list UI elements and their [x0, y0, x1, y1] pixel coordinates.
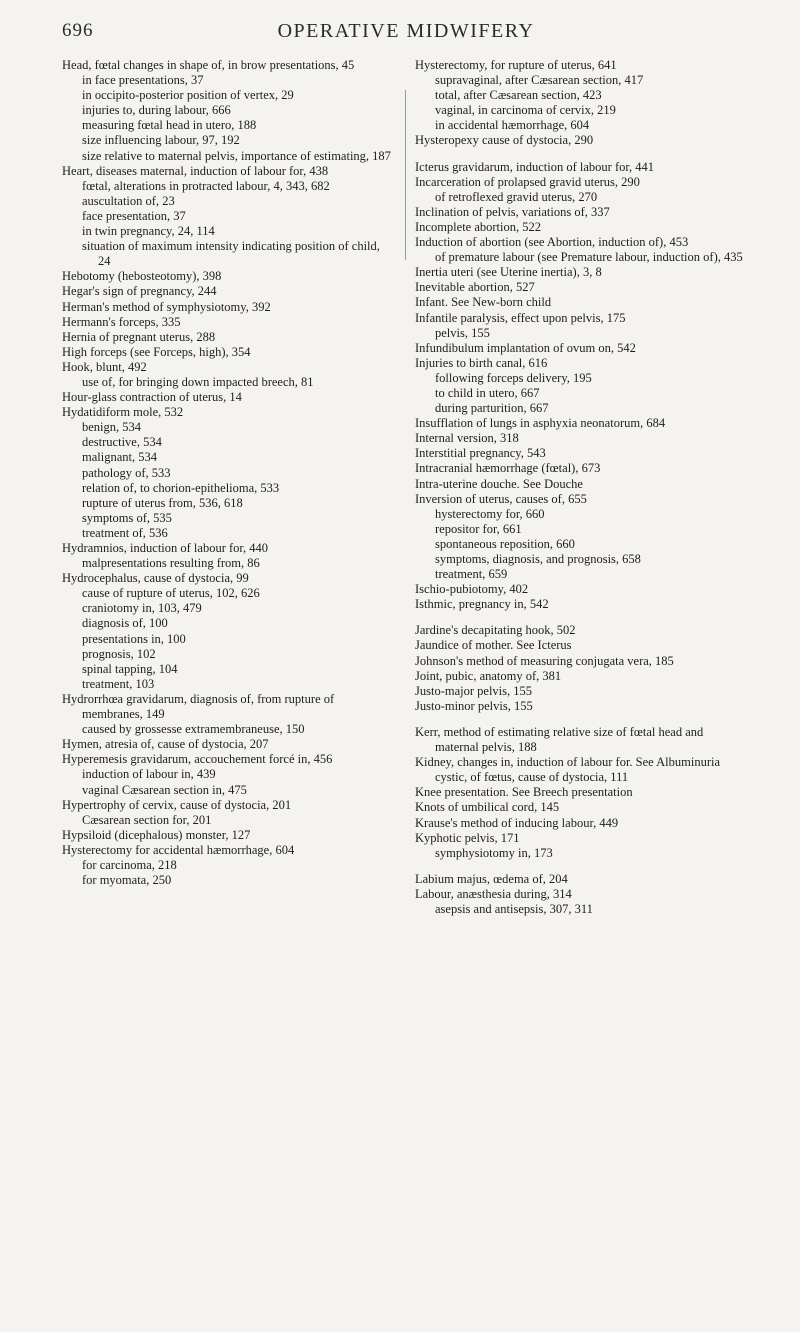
index-entry: Infundibulum implantation of ovum on, 542 [415, 340, 636, 355]
index-subentry: hysterectomy for, 660 [435, 506, 545, 521]
index-entry: Labium majus, œdema of, 204 [415, 871, 568, 886]
index-entry: Incomplete abortion, 522 [415, 219, 542, 234]
index-subentry: of premature labour (see Premature labour, induction of), 435 [435, 250, 743, 265]
index-subentry: rupture of uterus from, 536, 618 [82, 495, 243, 510]
index-entry: Incarceration of prolapsed gravid uterus, 290 [415, 174, 640, 189]
index-subentry: following forceps delivery, 195 [435, 370, 592, 385]
index-subentry: Cæsarean section for, 201 [82, 812, 212, 827]
index-subentry: caused by grossesse extramembraneuse, 150 [82, 722, 305, 737]
index-entry: Induction of abortion (see Abortion, induction of), 453 [415, 235, 689, 250]
index-entry: Hymen, atresia of, cause of dystocia, 207 [62, 737, 269, 752]
index-subentry: in occipito-posterior position of vertex, 29 [82, 88, 294, 103]
index-subentry: supravaginal, after Cæsarean section, 417 [435, 73, 644, 88]
letter-section-gap [415, 861, 745, 872]
index-subentry: craniotomy in, 103, 479 [82, 601, 202, 616]
index-entry: Johnson's method of measuring conjugata vera, 185 [415, 653, 674, 668]
index-entry: Justo-minor pelvis, 155 [415, 698, 533, 713]
index-subentry: in face presentations, 37 [82, 73, 204, 88]
index-subentry: treatment of, 536 [82, 525, 168, 540]
index-entry: Intracranial hæmorrhage (fœtal), 673 [415, 461, 601, 476]
index-entry: Jardine's decapitating hook, 502 [415, 623, 576, 638]
letter-section-gap [415, 612, 745, 623]
index-column-right [415, 58, 745, 917]
index-subentry: injuries to, during labour, 666 [82, 103, 231, 118]
index-entry: Icterus gravidarum, induction of labour for, 441 [415, 159, 655, 174]
running-title: OPERATIVE MIDWIFERY [277, 20, 535, 42]
index-entry: Justo-major pelvis, 155 [415, 683, 533, 698]
index-entry: Kidney, changes in, induction of labour for. See Albuminuria [415, 755, 721, 770]
index-subentry: malpresentations resulting from, 86 [82, 556, 260, 571]
index-entry: Hegar's sign of pregnancy, 244 [62, 284, 217, 299]
index-subentry: benign, 534 [82, 420, 142, 435]
page-header [62, 20, 750, 46]
index-subentry: cystic, of fœtus, cause of dystocia, 111 [435, 770, 629, 785]
index-entry: Ischio-pubiotomy, 402 [415, 582, 529, 597]
index-entry: Infantile paralysis, effect upon pelvis, 175 [415, 310, 626, 325]
index-entry: Inversion of uterus, causes of, 655 [415, 491, 587, 506]
index-entry: Inevitable abortion, 527 [415, 280, 535, 295]
index-subentry: during parturition, 667 [435, 401, 549, 416]
index-subentry: for myomata, 250 [82, 873, 172, 888]
index-subentry: face presentation, 37 [82, 208, 186, 223]
index-entry: Knots of umbilical cord, 145 [415, 800, 560, 815]
index-subentry: repositor for, 661 [435, 521, 522, 536]
index-subentry: use of, for bringing down impacted breech, 81 [82, 374, 314, 389]
index-entry: Inclination of pelvis, variations of, 337 [415, 204, 610, 219]
index-entry: Hysterectomy for accidental hæmorrhage, 604 [62, 842, 295, 857]
index-entry: Herman's method of symphysiotomy, 392 [62, 299, 271, 314]
index-subentry: of retroflexed gravid uterus, 270 [435, 189, 598, 204]
index-entry: Intra-uterine douche. See Douche [415, 476, 583, 491]
index-entry: Hyperemesis gravidarum, accouchement forcé in, 456 [62, 752, 333, 767]
index-entry: Isthmic, pregnancy in, 542 [415, 597, 549, 612]
index-subentry: spontaneous reposition, 660 [435, 536, 575, 551]
index-subentry: situation of maximum intensity indicating position of child, 24 [82, 239, 380, 269]
index-entry: Kerr, method of estimating relative size of fœtal head and maternal pelvis, 188 [415, 724, 704, 755]
index-subentry: for carcinoma, 218 [82, 857, 177, 872]
index-subentry: total, after Cæsarean section, 423 [435, 88, 602, 103]
index-entry: Krause's method of inducing labour, 449 [415, 815, 619, 830]
index-subentry: pathology of, 533 [82, 465, 171, 480]
index-entry: Interstitial pregnancy, 543 [415, 446, 546, 461]
index-subentry: to child in utero, 667 [435, 385, 540, 400]
index-entry: Hernia of pregnant uterus, 288 [62, 329, 216, 344]
index-subentry: in accidental hæmorrhage, 604 [435, 118, 590, 133]
index-subentry: vaginal Cæsarean section in, 475 [82, 782, 247, 797]
index-subentry: spinal tapping, 104 [82, 661, 178, 676]
index-entry: Labour, anæsthesia during, 314 [415, 886, 572, 901]
index-entry: Hermann's forceps, 335 [62, 314, 181, 329]
index-subentry: auscultation of, 23 [82, 193, 175, 208]
index-entry: Hook, blunt, 492 [62, 359, 147, 374]
index-entry: Head, fœtal changes in shape of, in brow presentations, 45 [62, 58, 355, 72]
index-entry: Hydrorrhœa gravidarum, diagnosis of, from rupture of membranes, 149 [62, 691, 335, 722]
index-column-left [62, 58, 395, 888]
letter-section-gap [415, 714, 745, 725]
index-subentry: size influencing labour, 97, 192 [82, 133, 240, 148]
index-subentry: relation of, to chorion-epithelioma, 533 [82, 480, 280, 495]
index-subentry: asepsis and antisepsis, 307, 311 [435, 901, 593, 916]
index-subentry: treatment, 103 [82, 676, 155, 691]
index-entry: Hydramnios, induction of labour for, 440 [62, 541, 269, 555]
index-subentry: cause of rupture of uterus, 102, 626 [82, 586, 260, 601]
index-subentry: induction of labour in, 439 [82, 767, 216, 782]
index-entry: Injuries to birth canal, 616 [415, 355, 548, 370]
index-entry: Insufflation of lungs in asphyxia neonatorum, 684 [415, 416, 666, 431]
index-entry: Hysteropexy cause of dystocia, 290 [415, 133, 594, 148]
index-subentry: diagnosis of, 100 [82, 616, 168, 631]
index-entry: Heart, diseases maternal, induction of labour for, 438 [62, 163, 329, 178]
index-subentry: treatment, 659 [435, 567, 508, 582]
index-subentry: symptoms of, 535 [82, 510, 172, 525]
index-subentry: symphysiotomy in, 173 [435, 845, 553, 860]
letter-section-gap [415, 149, 745, 160]
index-subentry: malignant, 534 [82, 450, 157, 465]
index-entry: Inertia uteri (see Uterine inertia), 3, 8 [415, 265, 602, 280]
column-divider [405, 90, 406, 260]
index-subentry: destructive, 534 [82, 435, 162, 450]
index-entry: Hysterectomy, for rupture of uterus, 641 [415, 58, 617, 72]
index-entry: Internal version, 318 [415, 431, 519, 446]
page-number: 696 [62, 20, 94, 41]
index-entry: High forceps (see Forceps, high), 354 [62, 344, 251, 359]
index-entry: Joint, pubic, anatomy of, 381 [415, 668, 562, 683]
index-subentry: presentations in, 100 [82, 631, 186, 646]
index-subentry: vaginal, in carcinoma of cervix, 219 [435, 103, 616, 118]
index-entry: Jaundice of mother. See Icterus [415, 638, 572, 653]
index-entry: Hypsiloid (dicephalous) monster, 127 [62, 827, 251, 842]
index-entry: Hydrocephalus, cause of dystocia, 99 [62, 571, 249, 586]
index-entry: Hour-glass contraction of uterus, 14 [62, 390, 242, 405]
index-subentry: pelvis, 155 [435, 325, 490, 340]
index-subentry: fœtal, alterations in protracted labour, 4, 343, 682 [82, 178, 330, 193]
index-subentry: size relative to maternal pelvis, importance of estimating, 187 [82, 148, 391, 163]
index-entry: Infant. See New-born child [415, 295, 552, 310]
index-entry: Hydatidiform mole, 532 [62, 405, 184, 420]
index-entry: Kyphotic pelvis, 171 [415, 830, 520, 845]
index-entry: Hebotomy (hebosteotomy), 398 [62, 269, 222, 284]
index-subentry: in twin pregnancy, 24, 114 [82, 224, 215, 239]
index-entry: Hypertrophy of cervix, cause of dystocia, 201 [62, 797, 292, 812]
index-subentry: measuring fœtal head in utero, 188 [82, 118, 257, 133]
index-subentry: prognosis, 102 [82, 646, 156, 661]
index-subentry: symptoms, diagnosis, and prognosis, 658 [435, 552, 641, 566]
index-entry: Knee presentation. See Breech presentation [415, 785, 633, 800]
